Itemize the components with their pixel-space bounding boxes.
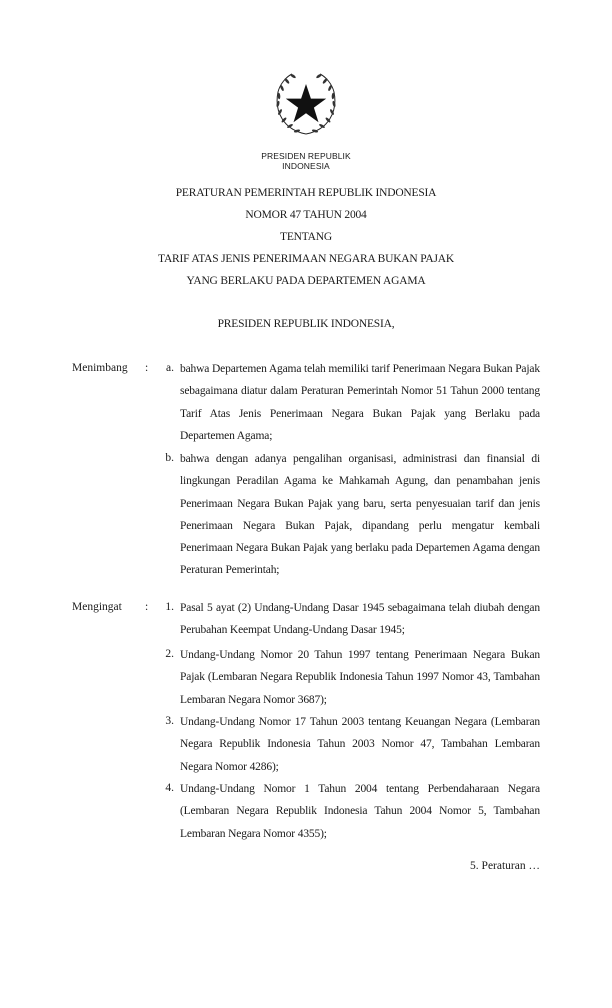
mengingat-item-4-marker: 4. <box>165 782 174 794</box>
mengingat-label: Mengingat <box>72 601 122 613</box>
preamble-heading: PRESIDEN REPUBLIK INDONESIA, <box>217 318 395 330</box>
mengingat-item-2-marker: 2. <box>165 648 174 660</box>
menimbang-item-a-text: bahwa Departemen Agama telah memiliki tarif Penerimaan Negara Bukan Pajak sebagaimana diatur dalam Peraturan Pemerintah Nomor 51 Tahun 2000 tentang Tarif Atas Jenis Penerimaan Negara Bukan Pajak yang Berlaku pada Departemen Agama; <box>180 363 540 442</box>
regulation-about-label: TENTANG <box>280 231 332 243</box>
mengingat-item-2-text: Undang-Undang Nomor 20 Tahun 1997 tentang Penerimaan Negara Bukan Pajak (Lembaran Negara Republik Indonesia Tahun 1997 Nomor 43, Tambahan Lembaran Negara Nomor 3687); <box>180 649 540 706</box>
mengingat-item-1-marker: 1. <box>165 601 174 613</box>
mengingat-item-3-marker: 3. <box>165 715 174 727</box>
regulation-title: PERATURAN PEMERINTAH REPUBLIK INDONESIA <box>175 187 437 199</box>
menimbang-item-b-text: bahwa dengan adanya pengalihan organisasi, administrasi dan finansial di lingkungan Peradilan Agama ke Mahkamah Agung, dan penambahan jenis Penerimaan Negara Bukan Pajak yang baru, serta penyesuaian tarif dan jenis Penerimaan Negara Bukan Pajak, dipandang perlu mengatur kembali Penerimaan Negara Bukan Pajak yang berlaku pada Departemen Agama dengan Peraturan Pemerintah; <box>180 453 540 577</box>
mengingat-item-1-text: Pasal 5 ayat (2) Undang-Undang Dasar 1945 sebagaimana telah diubah dengan Perubahan Keempat Undang-Undang Dasar 1945; <box>180 602 540 637</box>
continuation-reference: 5. Peraturan … <box>470 860 540 872</box>
menimbang-item-a-marker: a. <box>166 362 174 374</box>
menimbang-item-b-marker: b. <box>165 452 174 464</box>
regulation-number: NOMOR 47 TAHUN 2004 <box>245 209 367 221</box>
emblem-caption-line2: INDONESIA <box>282 161 330 171</box>
menimbang-colon: : <box>145 362 149 374</box>
mengingat-colon: : <box>145 601 149 613</box>
mengingat-item-3-text: Undang-Undang Nomor 17 Tahun 2003 tentang Keuangan Negara (Lembaran Negara Republik Indonesia Tahun 2003 Nomor 47, Tambahan Lembaran Negara Nomor 4286); <box>180 716 540 773</box>
garuda-star-emblem-icon <box>270 68 342 140</box>
regulation-subject-line1: TARIF ATAS JENIS PENERIMAAN NEGARA BUKAN PAJAK <box>158 253 454 265</box>
regulation-subject-line2: YANG BERLAKU PADA DEPARTEMEN AGAMA <box>186 275 426 287</box>
mengingat-item-4-text: Undang-Undang Nomor 1 Tahun 2004 tentang Perbendaharaan Negara (Lembaran Negara Republik Indonesia Tahun 2004 Nomor 5, Tambahan Lembaran Negara Nomor 4355); <box>180 783 540 840</box>
menimbang-label: Menimbang <box>72 362 128 374</box>
emblem-caption-line1: PRESIDEN REPUBLIK <box>261 151 351 161</box>
